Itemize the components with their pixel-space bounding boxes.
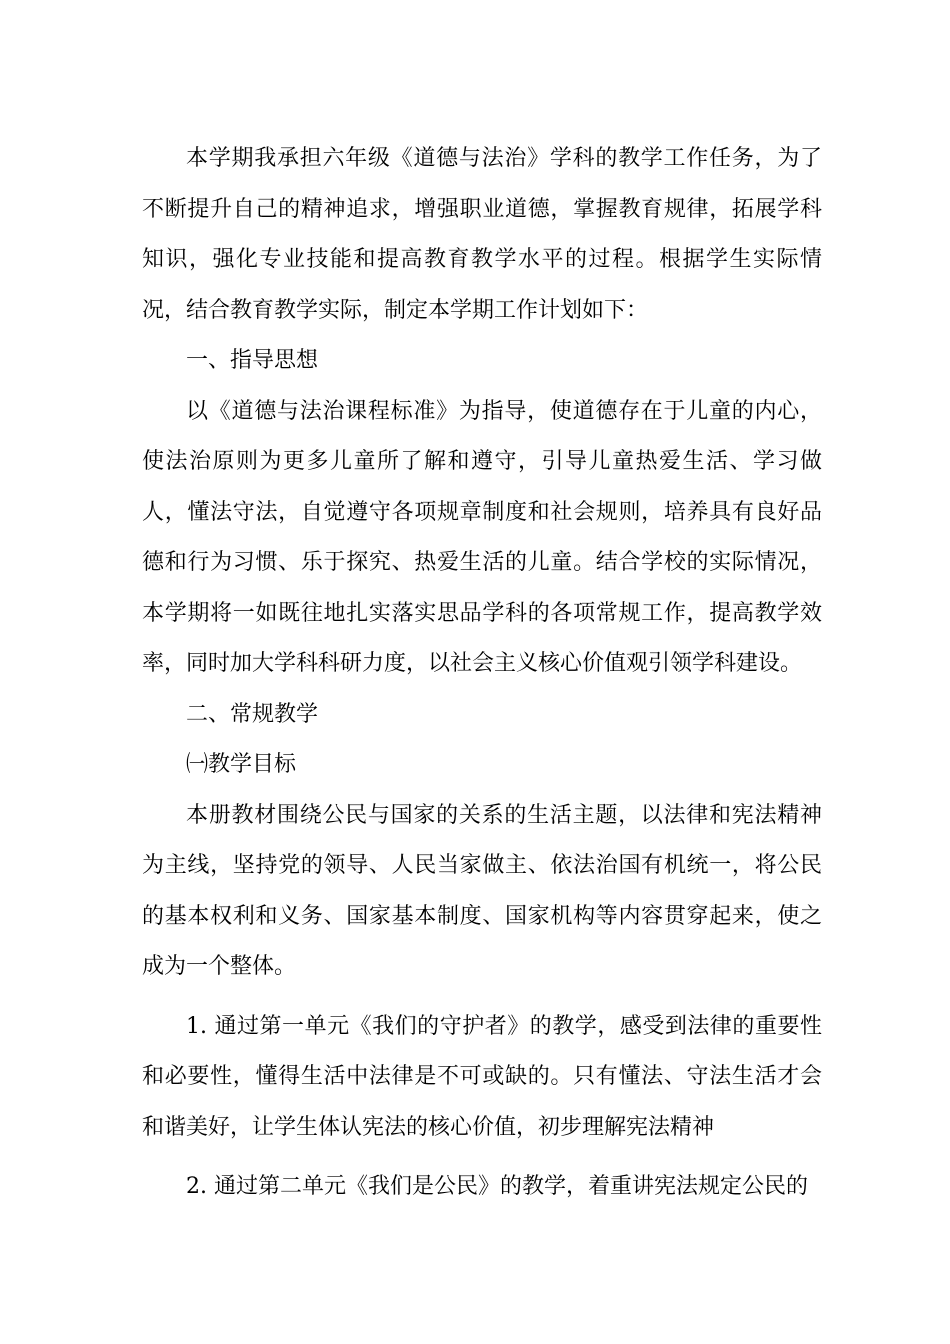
list-item-unit-one: 1. 通过第一单元《我们的守护者》的教学，感受到法律的重要性和必要性，懂得生活中法律是不可或缺的。只有懂法、守法生活才会和谐美好，让学生体认宪法的核心价值，初步理解宪法精神 — [142, 1013, 822, 1140]
paragraph-guiding-thought: 以《道德与法治课程标准》为指导，使道德存在于儿童的内心，使法治原则为更多儿童所了解和遵守，引导儿童热爱生活、学习做人，懂法守法，自觉遵守各项规章制度和社会规则，培养具有良好品德和行为习惯、乐于探究、热爱生活的儿童。结合学校的实际情况，本学期将一如既往地扎实落实思品学科的各项常规工作，提高教学效率，同时加大学科科研力度，以社会主义核心价值观引领学科建设。 — [142, 398, 822, 676]
list-item-unit-two: 2. 通过第二单元《我们是公民》的教学，着重讲宪法规定公民的 — [186, 1174, 808, 1199]
document-body — [142, 134, 822, 1213]
heading-routine-teaching: 二、常规教学 — [186, 701, 319, 727]
paragraph-intro: 本学期我承担六年级《道德与法治》学科的教学工作任务，为了不断提升自己的精神追求，增强职业道德，掌握教育规律，拓展学科知识，强化专业技能和提高教育教学水平的过程。根据学生实际情况，结合教育教学实际，制定本学期工作计划如下： — [142, 146, 822, 323]
heading-guiding-thought: 一、指导思想 — [186, 348, 319, 373]
paragraph-textbook-overview: 本册教材围绕公民与国家的关系的生活主题，以法律和宪法精神为主线，坚持党的领导、人民当家做主、依法治国有机统一，将公民的基本权利和义务、国家基本制度、国家机构等内容贯穿起来，使之成为一个整体。 — [142, 802, 822, 979]
heading-teaching-goals: ㈠教学目标 — [186, 752, 297, 777]
